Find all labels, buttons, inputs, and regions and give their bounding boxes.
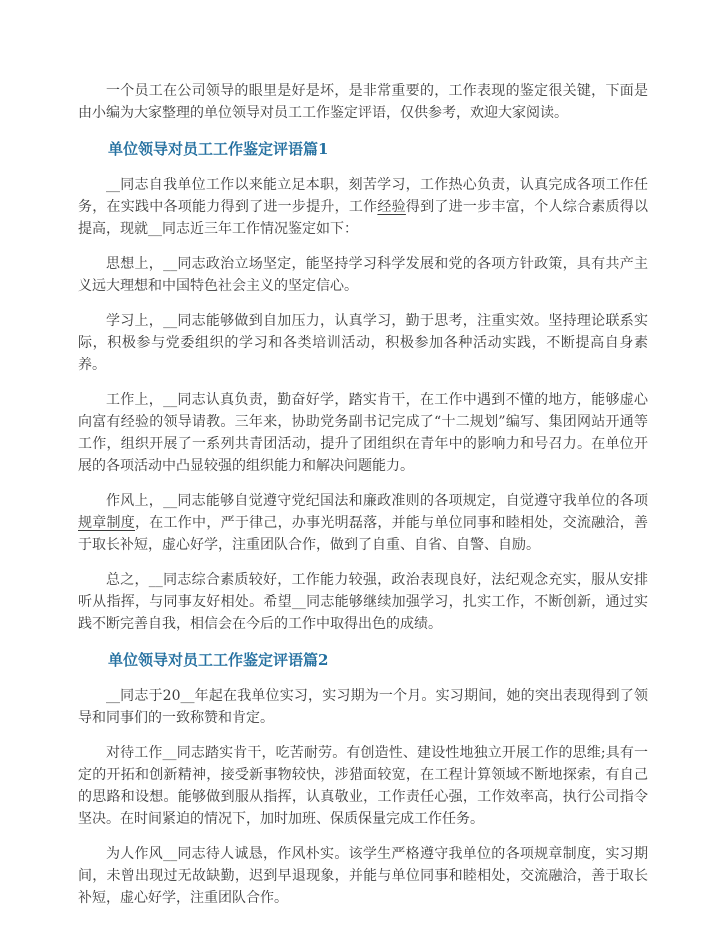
text-segment: 作风上，__同志能够自觉遵守党纪国法和廉政准则的各项规定，自觉遵守我单位的各项: [106, 493, 648, 509]
section-2-paragraph-3: 为人作风__同志待人诚恳，作风朴实。该学生严格遵守我单位的各项规章制度，实习期间，未曾出现过无故缺勤，迟到早退现象，并能与单位同事和睦相处，交流融洽，善于取长补短，虚心好学，注重团队合作。: [78, 846, 648, 906]
section-1-paragraph-6: 总之，__同志综合素质较好，工作能力较强，政治表现良好，法纪观念充实，服从安排听从指挥，与同事友好相处。希望__同志能够继续加强学习，扎实工作，不断创新，通过实践不断完善自我，相信会在今后的工作中取得出色的成绩。: [78, 572, 648, 632]
section-1-paragraph-4: 工作上，__同志认真负责，勤奋好学，踏实肯干，在工作中遇到不懂的地方，能够虚心向富有经验的领导请教。三年来，协助党务副书记完成了“十二规划”编写、集团网站开通等工作，组织开展了一系列共青团活动，提升了团组织在青年中的影响力和号召力。在单位开展的各项活动中凸显较强的组织能力和解决问题能力。: [78, 392, 648, 474]
text-segment: ，在工作中，严于律己，办事光明磊落，并能与单位同事和睦相处，交流融洽，善于取长补短，虚心好学，注重团队合作，做到了自重、自省、自警、自励。: [78, 515, 649, 553]
section-1-paragraph-3: 学习上，__同志能够做到自加压力，认真学习，勤于思考，注重实效。坚持理论联系实际，积极参与党委组织的学习和各类培训活动，积极参加各种活动实践，不断提高自身素养。: [78, 313, 648, 373]
text-segment: __同志自我单位工作以来能立足本职，刻苦学习，工作热心负责，认真完成各项工作任务，在实践中各项能力得到了进一步提升，工作: [78, 177, 648, 215]
underlined-term: 规章制度: [78, 515, 136, 531]
section-1-heading: 单位领导对员工工作鉴定评语篇1: [108, 140, 329, 158]
section-2-heading: 单位领导对员工工作鉴定评语篇2: [108, 651, 329, 669]
section-2-paragraph-2: 对待工作__同志踏实肯干，吃苦耐劳。有创造性、建设性地独立开展工作的思维;具有一定的开拓和创新精神，接受新事物较快，涉猎面较宽，在工程计算领域不断地探索，有自己的思路和设想。能够做到服从指挥，认真敬业，工作责任心强，工作效率高，执行公司指令坚决。在时间紧迫的情况下，加时加班、保质保量完成工作任务。: [78, 745, 648, 827]
text-segment: 得到了进一步丰富，个人综合素质得以提高，现就__同志近三年工作情况鉴定如下：: [78, 199, 649, 237]
intro-paragraph: 一个员工在公司领导的眼里是好是坏，是非常重要的，工作表现的鉴定很关键，下面是由小编为大家整理的单位领导对员工工作鉴定评语，仅供参考，欢迎大家阅读。: [78, 83, 648, 121]
section-1-paragraph-1: [78, 174, 648, 240]
section-1-paragraph-2: 思想上，__同志政治立场坚定，能坚持学习科学发展和党的各项方针政策，具有共产主义远大理想和中国特色社会主义的坚定信心。: [78, 256, 648, 294]
section-2-paragraph-1: __同志于20__年起在我单位实习，实习期为一个月。实习期间，她的突出表现得到了领导和同事们的一致称赞和肯定。: [78, 688, 648, 726]
underlined-term: 经验: [377, 199, 406, 215]
section-1-paragraph-5: [78, 490, 648, 556]
